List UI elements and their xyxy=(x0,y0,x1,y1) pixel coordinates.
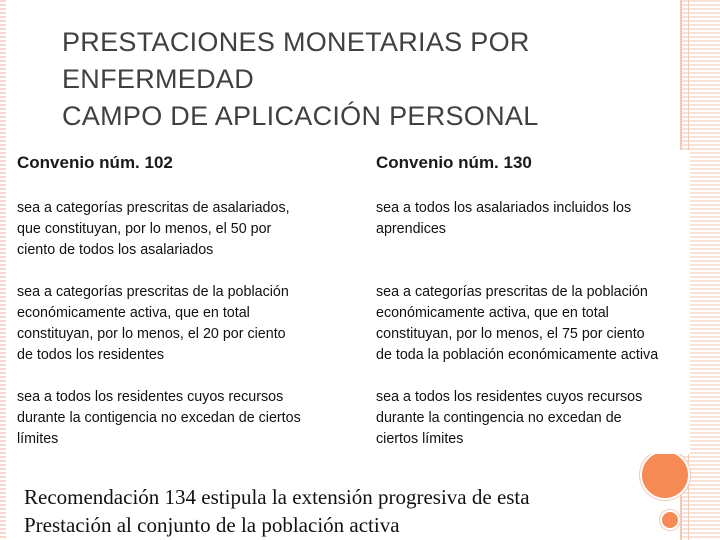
column-header: Convenio núm. 102 xyxy=(17,153,173,172)
title-line: CAMPO DE APLICACIÓN PERSONAL xyxy=(62,101,539,131)
table-cell: sea a categorías prescritas de la población económicamente activa, que en total constituyan, por lo menos, el 20 por ciento de todos los residentes xyxy=(17,284,289,363)
footer-line: Recomendación 134 estipula la extensión progresiva de esta xyxy=(24,485,530,509)
slide-left-border xyxy=(0,0,6,540)
table-cell: sea a todos los residentes cuyos recursos durante la contingencia no excedan de ciertos límites xyxy=(376,389,643,447)
title-line: PRESTACIONES MONETARIAS POR xyxy=(62,27,530,57)
table-cell: sea a categorías prescritas de la población económicamente activa, que en total constituyan, por lo menos, el 75 por ciento de toda la población económicamente activa xyxy=(376,284,659,363)
decorative-circle-small xyxy=(660,510,680,530)
slide-title xyxy=(62,24,662,135)
table-cell: sea a todos los asalariados incluidos los aprendices xyxy=(376,200,632,237)
column-convenio-102 xyxy=(17,150,357,447)
table-cell: sea a todos los residentes cuyos recursos durante la contigencia no excedan de ciertos límites xyxy=(17,389,301,447)
comparison-table xyxy=(12,150,690,454)
title-line: ENFERMEDAD xyxy=(62,64,255,94)
column-convenio-130 xyxy=(376,150,696,447)
footer-note xyxy=(24,483,644,539)
decorative-circle-large xyxy=(640,450,690,500)
footer-line: Prestación al conjunto de la población activa xyxy=(24,513,400,537)
column-header: Convenio núm. 130 xyxy=(376,153,532,172)
table-cell: sea a categorías prescritas de asalariados, que constituyan, por lo menos, el 50 por ciento de todos los asalariados xyxy=(17,200,290,258)
